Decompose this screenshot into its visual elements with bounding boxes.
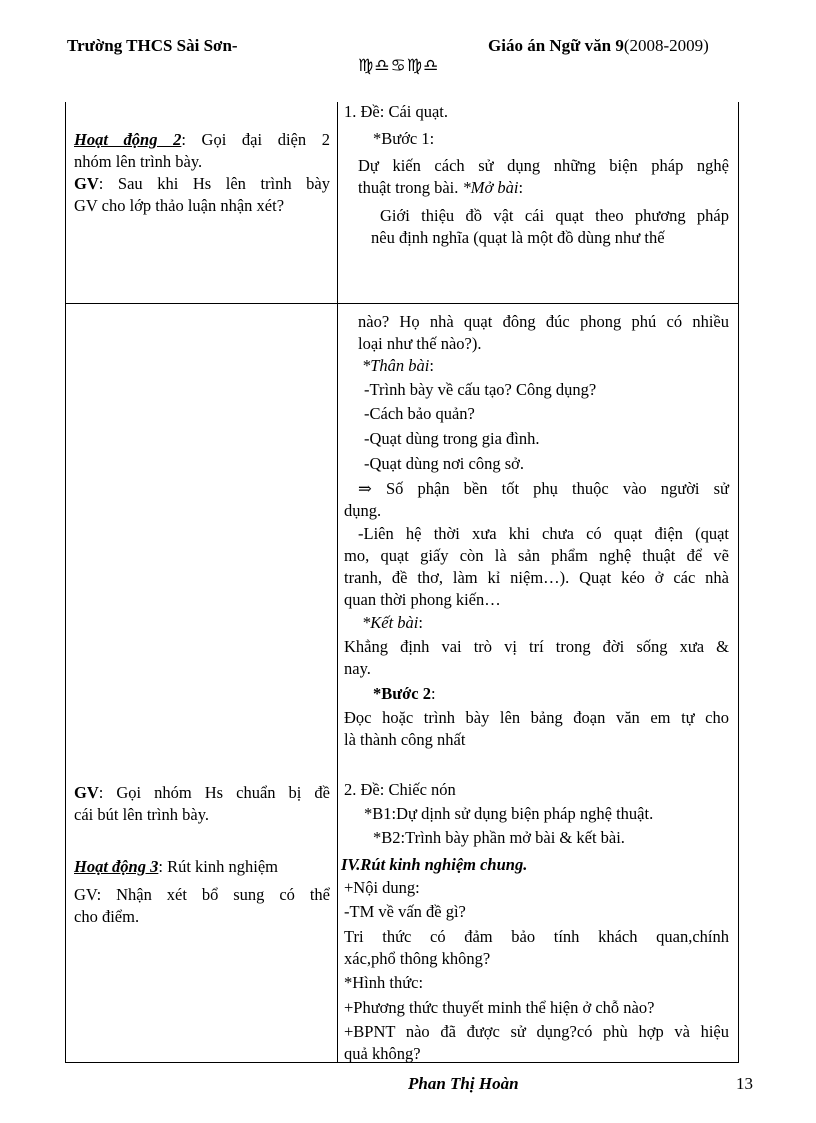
page-number: 13 [736,1074,753,1093]
line-r16: -Liên hệ thời xưa khi chưa có quạt điện (quạt [358,524,729,543]
line-r32: Tri thức có đảm bảo tính khách quan,chính [344,927,729,946]
gv-label: GV [74,174,99,193]
line-r3: Dự kiến cách sử dụng những biện pháp nghệ [358,156,729,175]
intro-colon: : [518,178,524,197]
conclusion-colon: : [418,613,423,632]
conclusion-label: *Kết bài [362,613,419,632]
line-r4 [358,177,523,199]
line-r11: -Cách bảo quản? [364,404,475,423]
activity-2-text: : Gọi đại diện 2 [181,130,330,149]
line-r4-text: thuật trong bài. [358,178,463,197]
line-r17: mo, quạt giấy còn là sản phẩm nghệ thuật để vẽ [344,546,729,565]
table-row-divider [65,303,739,304]
body-label: *Thân bài [362,356,430,375]
line-r8: loại như thế nào?). [358,334,482,353]
table-right-border [738,102,739,1063]
line-r22: nay. [344,659,371,678]
topic-2: 2. Đề: Chiếc nón [344,780,456,799]
document-subject: Giáo án Ngữ văn 9 [488,36,624,55]
gv-group-block [74,782,330,826]
line-r18: tranh, đề thơ, làm kỉ niệm…). Quạt kéo ở các nhà [344,568,729,587]
line-r25: là thành công nhất [344,730,466,749]
gv-text-3-cont: cho điểm. [74,907,140,926]
school-name: Trường THCS Sài Sơn- [67,36,238,55]
line-r19: quan thời phong kiến… [344,590,501,609]
activity-3-text: : Rút kinh nghiệm [158,857,278,876]
step-2 [373,683,436,705]
line-r7: nào? Họ nhà quạt đông đúc phong phú có nhiều [358,312,729,331]
author-name: Phan Thị Hoàn [408,1074,519,1093]
header-ornament: ♍♎♋♍♎ [358,56,440,76]
gv-text-cont: GV cho lớp thảo luận nhận xét? [74,196,285,215]
line-r33: xác,phổ thông không? [344,949,491,968]
line-r34: *Hình thức: [344,973,424,992]
activity-3-label: Hoạt động 3 [74,857,159,876]
step-2-label: *Bước 2 [373,684,431,703]
line-r6: nêu định nghĩa (quạt là một đồ dùng như thế [371,228,665,247]
step-1: *Bước 1: [373,129,435,148]
intro-label: *Mở bài [462,178,519,197]
activity-2-label: Hoạt động 2 [74,130,182,149]
line-r13: -Quạt dùng nơi công sở. [364,454,524,473]
table-middle-border [337,102,338,1063]
gv-text-3: GV: Nhận xét bổ sung có thể [74,885,330,904]
document-year: (2008-2009) [623,36,709,55]
line-r14: ⇒ Số phận bền tốt phụ thuộc vào người sử [358,479,729,498]
gv-label-2: GV [74,783,99,802]
conclusion-heading [362,612,423,634]
table-left-border [65,102,66,1063]
line-r28: *B2:Trình bày phần mở bài & kết bài. [373,828,625,847]
line-r15: dụng. [344,501,382,520]
gv-text-2-cont: cái bút lên trình bày. [74,805,210,824]
line-r27: *B1:Dự dịnh sử dụng biện pháp nghệ thuật. [364,804,654,823]
line-r36: +BPNT nào đã được sử dụng?có phù hợp và hiệu [344,1022,729,1041]
section-iv-heading: IV.Rút kinh nghiệm chung. [341,855,528,874]
line-r12: -Quạt dùng trong gia đình. [364,429,540,448]
line-r37: quả không? [344,1044,421,1063]
body-heading [362,355,434,377]
topic-1: 1. Đề: Cái quạt. [344,102,449,121]
line-r31: -TM về vấn đề gì? [344,902,466,921]
line-r35: +Phương thức thuyết minh thể hiện ở chỗ nào? [344,998,655,1017]
step-2-colon: : [431,684,436,703]
activity-3-block [74,856,330,928]
line-r5: Giới thiệu đồ vật cái quạt theo phương pháp [380,206,729,225]
activity-2-block [74,129,330,217]
line-r21: Khẳng định vai trò vị trí trong đời sống xưa & [344,637,729,656]
body-colon: : [429,356,434,375]
gv-text-2: : Gọi nhóm Hs chuẩn bị đề [98,783,330,802]
line-r24: Đọc hoặc trình bày lên bảng đoạn văn em tự cho [344,708,729,727]
line-r30: +Nội dung: [344,878,420,897]
document-title [488,36,709,56]
line-r10: -Trình bày về cấu tạo? Công dụng? [364,380,597,399]
activity-2-text-cont: nhóm lên trình bày. [74,152,203,171]
gv-text: : Sau khi Hs lên trình bày [98,174,330,193]
